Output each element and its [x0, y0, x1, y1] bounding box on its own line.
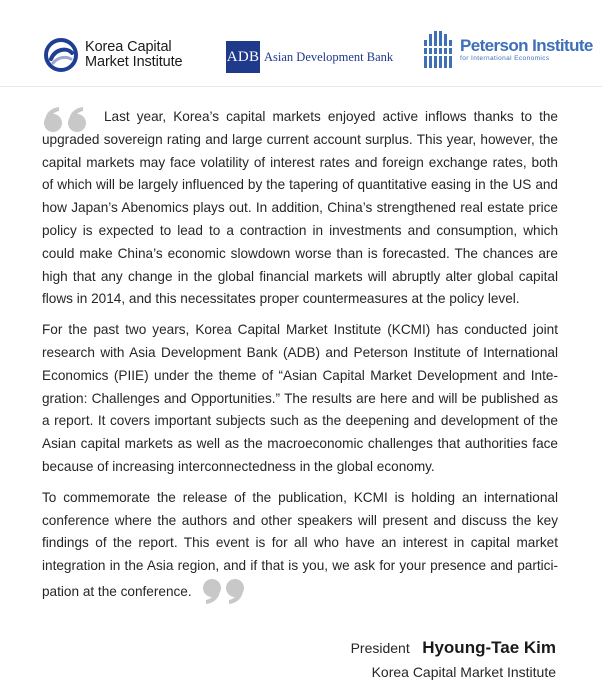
logo-header [0, 0, 602, 86]
adb-logo [226, 41, 393, 73]
close-quote-icon [200, 578, 246, 606]
signer-title: President [350, 640, 410, 656]
open-quote-icon [42, 106, 90, 132]
piie-logo [423, 30, 593, 70]
paragraph-3-wrap [42, 487, 558, 606]
kcmi-emblem-icon [44, 38, 78, 72]
piie-building-icon [423, 30, 457, 70]
letter-body [42, 106, 558, 614]
kcmi-logo [44, 37, 183, 73]
paragraph-3: To commemorate the release of the publication, KCMI is holding an international conference where the authors and other speakers will present and discuss the key findings of the report. This event is for all who have an interest in capital market integration in the Asia region, and if that is you, we ask for your presence and participation at the conference. [42, 489, 558, 599]
piie-name-block [460, 37, 593, 63]
signature [351, 638, 556, 658]
header-divider [0, 86, 602, 87]
kcmi-name-line2: Market Institute [85, 54, 183, 70]
kcmi-name-line1: Korea Capital [85, 39, 172, 55]
piie-subtitle: for International Economics [460, 55, 550, 62]
signer-organization: Korea Capital Market Institute [371, 664, 556, 680]
piie-name: Peterson Institute [460, 36, 593, 55]
adb-name: Asian Development Bank [264, 49, 394, 64]
kcmi-name [85, 40, 183, 70]
paragraph-1: Last year, Korea’s capital markets enjoyed active inflows thanks to the upgraded sovereign rating and large current account surplus. This year, however, the capital markets may face volatility of interest rates and foreign exchange rates, both of which will be largely influenced by the tapering of quantitative easing in the US and how Japan’s Abenomics plays out. In addition, China’s strengthened real estate price policy is expected to lead to a contraction in investments and consumption, which could make China’s economic slowdown worse than is forecasted. The chances are high that any change in the global financial markets will abruptly alter global capital flows in 2014, and this necessitates proper countermeasures at the policy level. [42, 109, 558, 307]
paragraph-2: For the past two years, Korea Capital Market Institute (KCMI) has conducted joint research with Asia Development Bank (ADB) and Peterson Institute of International Economics (PIIE) under the theme of “Asian Capital Market Development and Integration: Challenges and Opportunities.” The results are here and will be published as a report. It covers important subjects such as the deepening and development of the Asian capital markets as well as the macroeconomic challenges that authorities face because of increasing interconnectedness in the global economy. [42, 322, 558, 474]
adb-mark: ADB [226, 41, 260, 73]
signer-name: Hyoung-Tae Kim [422, 638, 556, 657]
